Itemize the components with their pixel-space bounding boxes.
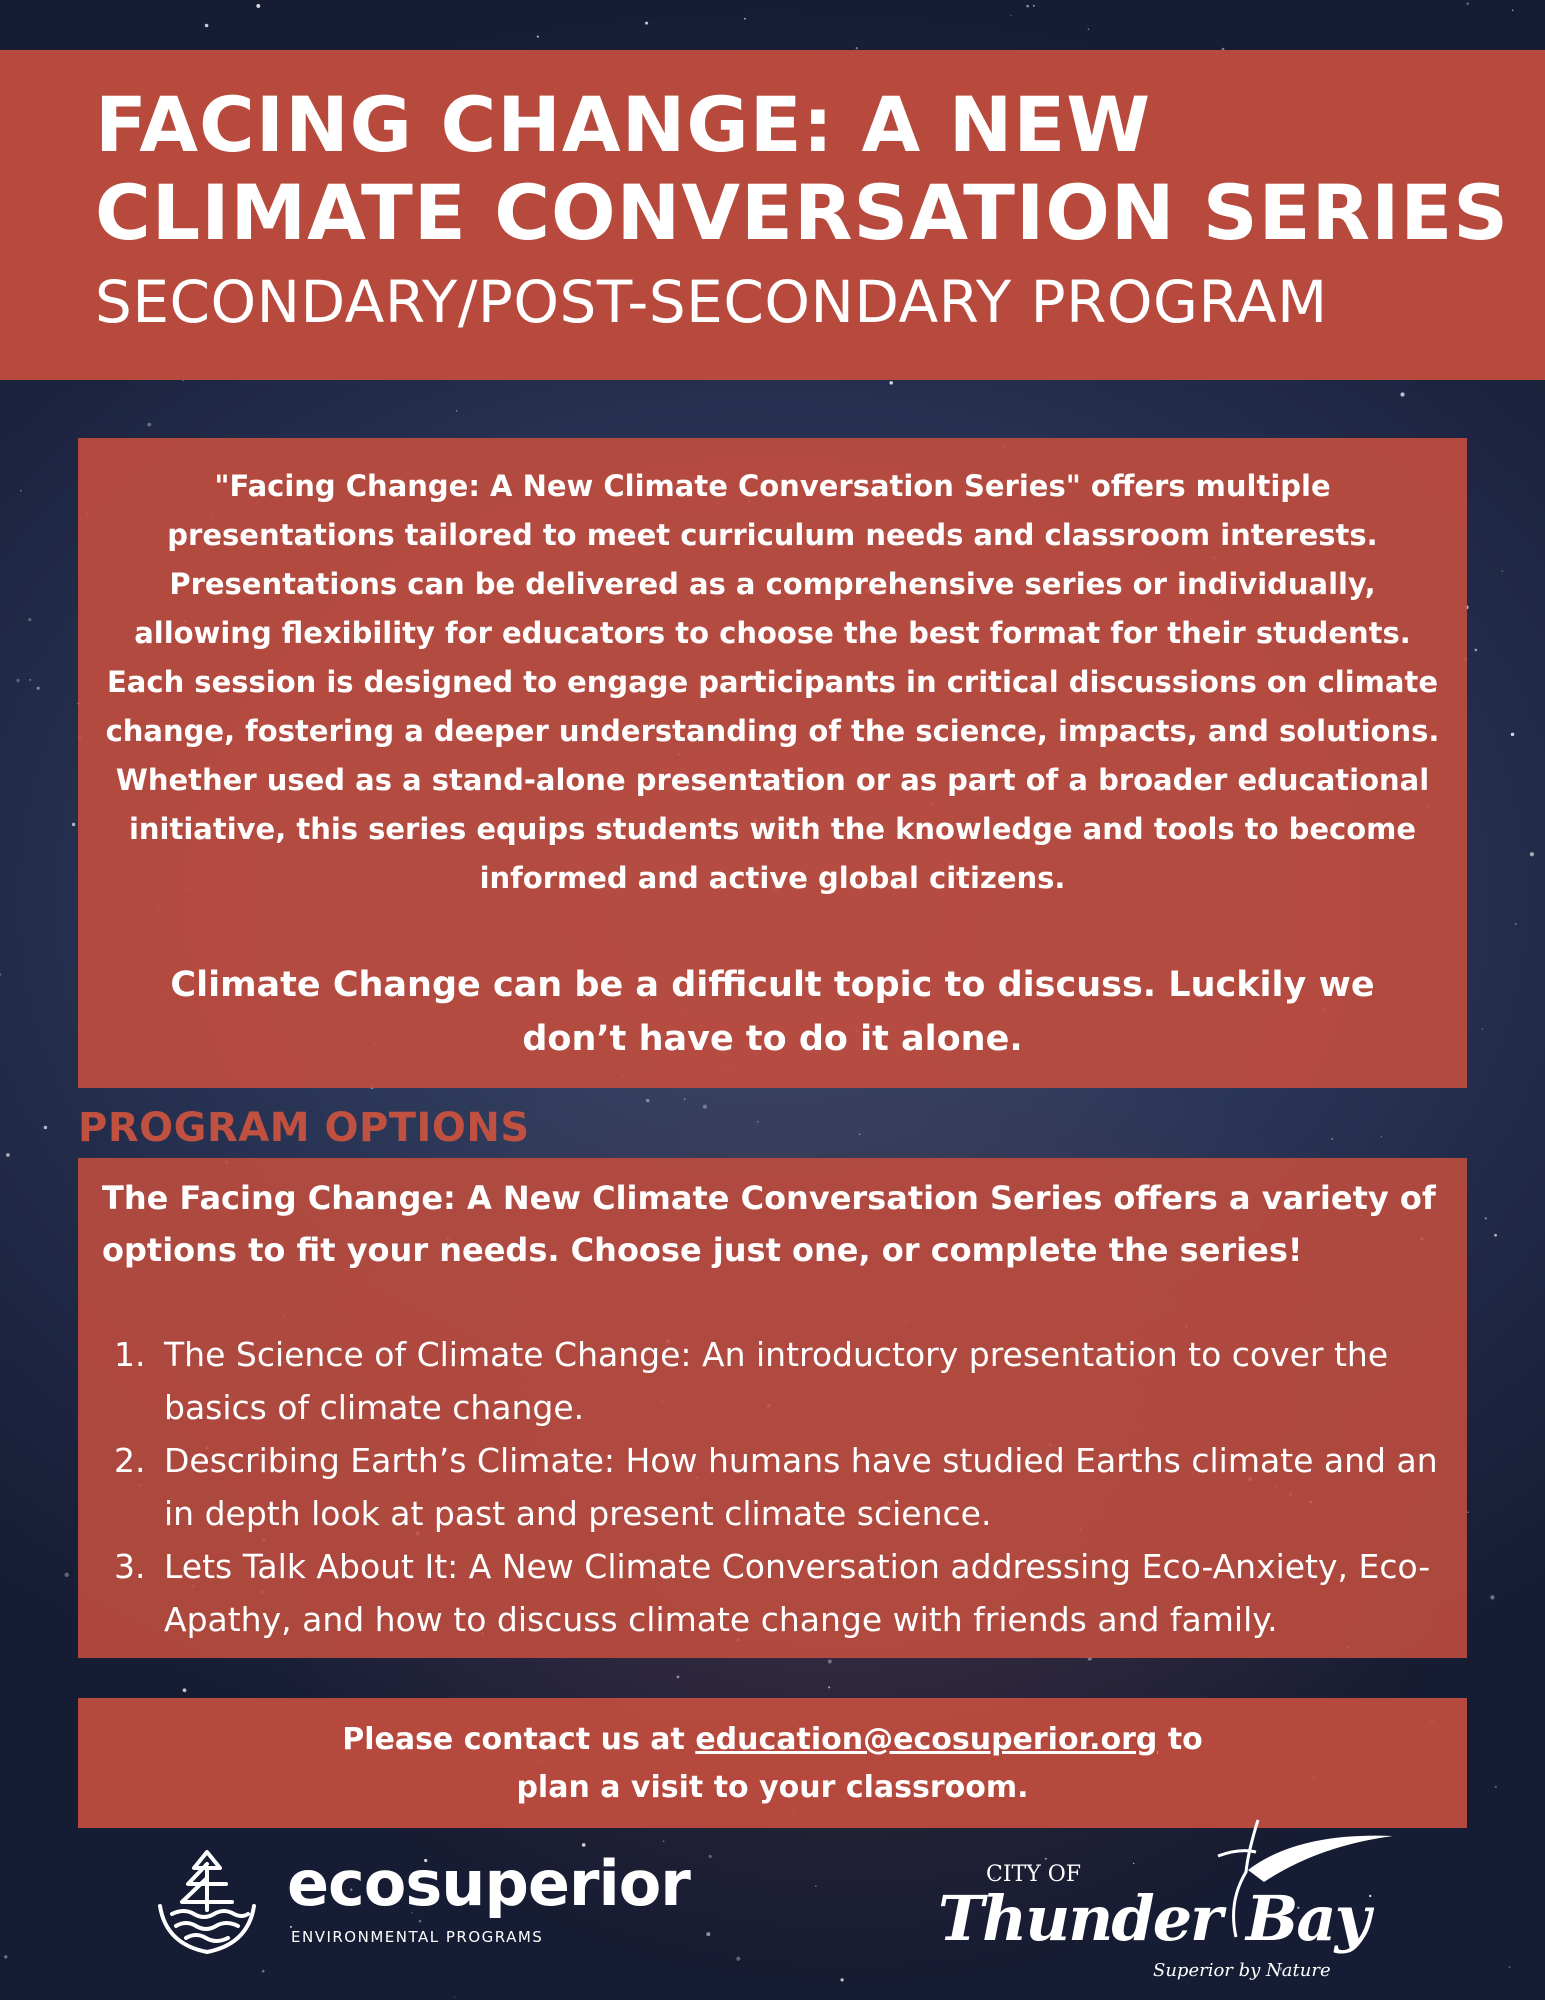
- star-dot: [1026, 5, 1029, 8]
- list-item-number: 1.: [114, 1335, 146, 1374]
- star-dot: [28, 618, 31, 621]
- star-dot: [0, 973, 2, 976]
- star-dot: [1515, 923, 1516, 924]
- list-item-number: 3.: [114, 1547, 146, 1586]
- star-dot: [1511, 733, 1515, 737]
- star-dot: [684, 1098, 685, 1099]
- star-dot: [1482, 1028, 1483, 1029]
- list-item: [114, 1434, 1442, 1540]
- star-dot: [419, 1920, 422, 1923]
- star-dot: [703, 1105, 707, 1109]
- star-dot: [859, 1134, 861, 1136]
- star-dot: [815, 1885, 816, 1886]
- star-dot: [205, 24, 209, 28]
- page-title-line1: FACING CHANGE: A NEW: [95, 80, 1152, 169]
- thunder-bay-logo: [938, 1812, 1398, 1982]
- program-options-lead: The Facing Change: A New Climate Conversation Series offers a variety of options to fit your needs. Choose just one, or complete the series!: [102, 1179, 1436, 1269]
- star-dot: [6, 1153, 10, 1157]
- ecosuperior-tagline: ENVIRONMENTAL PROGRAMS: [291, 1928, 544, 1946]
- contact-suffix: to: [1167, 1722, 1203, 1757]
- star-dot: [856, 47, 858, 49]
- star-dot: [454, 1997, 455, 1998]
- star-dot: [256, 4, 260, 8]
- star-dot: [1512, 10, 1514, 12]
- star-dot: [65, 1573, 69, 1577]
- star-dot: [1502, 570, 1504, 572]
- thunder-bay-tagline: Superior by Nature: [1153, 1960, 1331, 1981]
- star-dot: [645, 22, 648, 25]
- star-dot: [677, 1676, 680, 1679]
- list-item-number: 2.: [114, 1441, 146, 1480]
- header-banner: [0, 50, 1545, 380]
- list-item-text: Describing Earth’s Climate: How humans have studied Earths climate and an in depth look at past and present climate science.: [164, 1441, 1438, 1533]
- contact-line2: plan a visit to your classroom.: [516, 1770, 1029, 1805]
- star-dot: [1490, 1595, 1494, 1599]
- page-subtitle: SECONDARY/POST-SECONDARY PROGRAM: [95, 268, 1328, 336]
- list-item: [114, 1328, 1442, 1434]
- star-dot: [828, 1660, 832, 1664]
- star-dot: [1088, 28, 1090, 30]
- star-dot: [1400, 392, 1404, 396]
- thunder-bay-word1: Thunder: [938, 1882, 1221, 1955]
- star-dot: [537, 36, 539, 38]
- star-dot: [744, 18, 746, 20]
- star-dot: [1467, 3, 1469, 5]
- contact-text: [78, 1716, 1467, 1812]
- program-options-list: [114, 1328, 1442, 1646]
- star-dot: [663, 1840, 665, 1842]
- list-item-text: Lets Talk About It: A New Climate Conversation addressing Eco-Anxiety, Eco-Apathy, and how to discuss climate change with friends and family.: [164, 1547, 1431, 1639]
- intro-emphasis: Climate Change can be a difficult topic to discuss. Luckily we don’t have to do it alone.: [170, 965, 1375, 1059]
- ecosuperior-tree-icon: [152, 1848, 262, 1958]
- intro-panel: [78, 438, 1467, 1088]
- thunder-bay-cityof: CITY OF: [986, 1862, 1082, 1887]
- star-dot: [262, 1970, 265, 1973]
- star-dot: [1485, 1217, 1487, 1219]
- star-dot: [1509, 1966, 1511, 1968]
- star-dot: [1331, 1138, 1333, 1140]
- page-title-line2: CLIMATE CONVERSATION SERIES: [95, 168, 1510, 257]
- program-options-heading: PROGRAM OPTIONS: [78, 1105, 530, 1151]
- star-dot: [4, 1955, 7, 1958]
- star-dot: [456, 410, 457, 411]
- star-dot: [44, 1126, 47, 1129]
- list-item: [114, 1540, 1442, 1646]
- star-dot: [1010, 15, 1011, 16]
- star-dot: [183, 1688, 187, 1692]
- ecosuperior-logo-text: ecosuperior: [287, 1847, 690, 1920]
- star-dot: [72, 823, 75, 826]
- contact-prefix: Please contact us at: [342, 1722, 685, 1757]
- star-dot: [1495, 1786, 1497, 1788]
- star-dot: [646, 1099, 649, 1102]
- star-dot: [1530, 852, 1534, 856]
- list-item-text: The Science of Climate Change: An introductory presentation to cover the basics of climate change.: [164, 1335, 1389, 1427]
- star-dot: [1467, 1512, 1469, 1514]
- star-dot: [1381, 1136, 1382, 1137]
- intro-body: "Facing Change: A New Climate Conversation Series" offers multiple presentations tailored to meet curriculum needs and classroom interests. Presentations can be delivered as a comprehensive series or individually, allowing flexibility for educators to choose the best format for their students. Each session is designed to engage participants in critical discussions on climate change, fostering a deeper understanding of the science, impacts, and solutions. Whether used as a stand-alone presentation or as part of a broader educational initiative, this series equips students with the knowledge and tools to become informed and active global citizens.: [105, 469, 1440, 895]
- star-dot: [1475, 649, 1478, 652]
- star-dot: [1494, 1234, 1497, 1237]
- star-dot: [889, 381, 892, 384]
- star-dot: [29, 679, 31, 681]
- thunder-bay-word2: Bay: [1246, 1882, 1369, 1955]
- star-dot: [736, 1957, 740, 1961]
- star-dot: [709, 1855, 712, 1858]
- contact-email-link[interactable]: education@ecosuperior.org: [695, 1722, 1158, 1757]
- star-dot: [840, 1978, 843, 1981]
- star-dot: [147, 423, 151, 427]
- star-dot: [828, 1686, 830, 1688]
- program-options-panel: [78, 1158, 1467, 1658]
- star-dot: [757, 1121, 759, 1123]
- star-dot: [1033, 5, 1035, 7]
- star-dot: [706, 1932, 710, 1936]
- star-dot: [37, 687, 40, 690]
- star-dot: [20, 490, 22, 492]
- contact-panel: [78, 1698, 1467, 1828]
- star-dot: [16, 679, 19, 682]
